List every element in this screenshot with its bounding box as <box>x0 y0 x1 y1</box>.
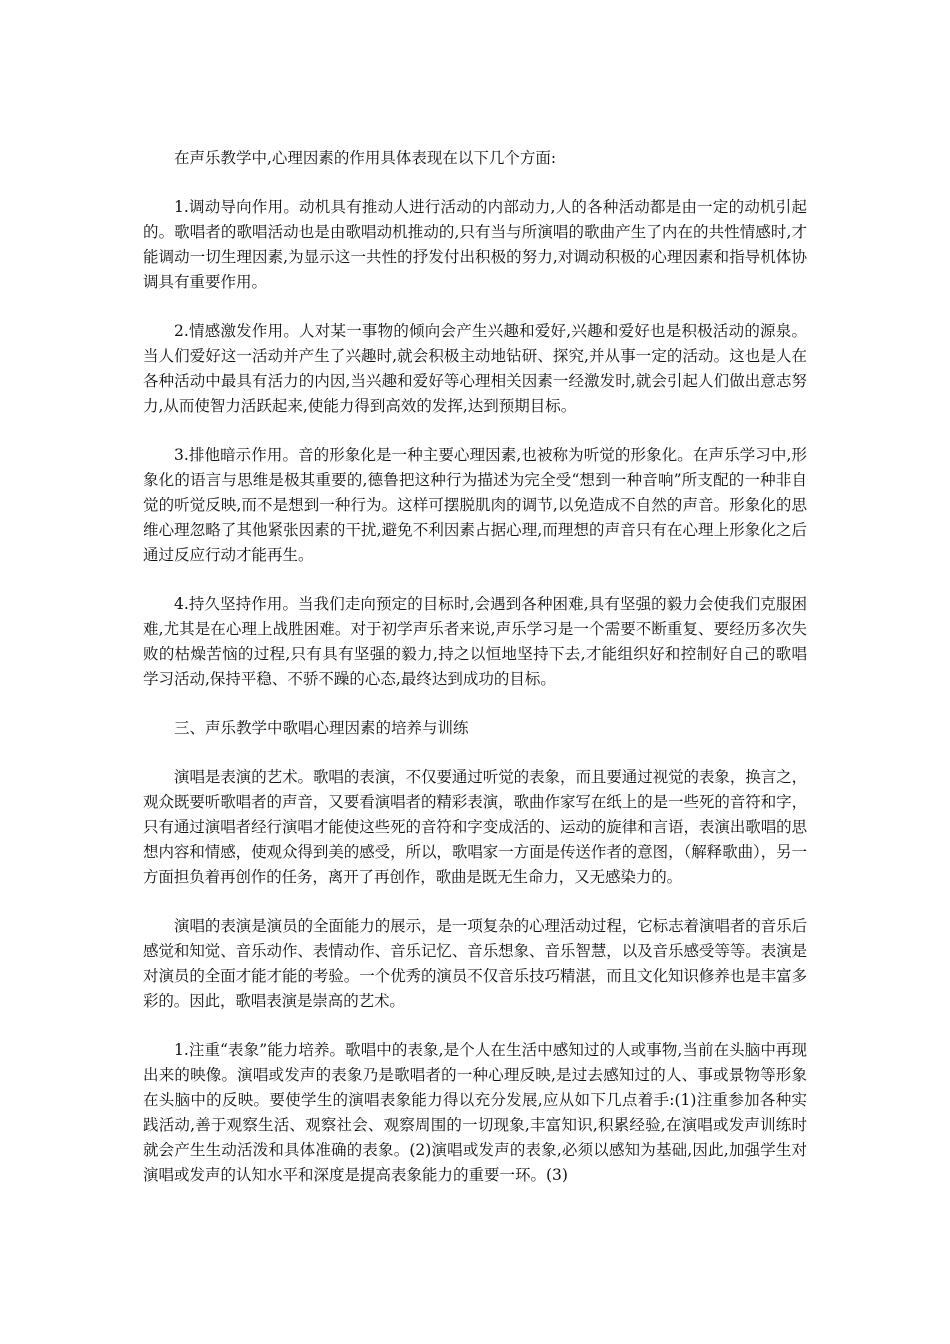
paragraph-performance-ability: 演唱的表演是演员的全面能力的展示，是一项复杂的心理活动过程，它标志着演唱者的音乐后感觉和知觉、音乐动作、表情动作、音乐记忆、音乐想象、音乐智慧，以及音乐感受等等。表演是对演员的全面才能才能的考验。一个优秀的演员不仅音乐技巧精湛，而且文化知识修养也是丰富多彩的。因此，歌唱表演是崇高的艺术。 <box>143 917 807 1010</box>
document-body <box>143 146 807 1212</box>
paragraph-imagery: 1.注重“表象”能力培养。歌唱中的表象,是个人在生活中感知过的人或事物,当前在头脑中再现出来的映像。演唱或发声的表象乃是歌唱者的一种心理反映,是过去感知过的人、事或景物等形象在头脑中的反映。要使学生的演唱表象能力得以充分发展,应从如下几点着手:(1)注重参加各种实践活动,善于观察生活、观察社会、观察周围的一切现象,丰富知识,积累经验,在演唱或发声训练时就会产生生动活泼和具体准确的表象。(2)演唱或发声的表象,必须以感知为基础,因此,加强学生对演唱或发声的认知水平和深度是提高表象能力的重要一环。(3) <box>143 1041 807 1184</box>
intro-paragraph: 在声乐教学中,心理因素的作用具体表现在以下几个方面: <box>174 149 557 167</box>
paragraph-motivation: 1.调动导向作用。动机具有推动人进行活动的内部动力,人的各种活动都是由一定的动机引起的。歌唱者的歌唱活动也是由歌唱动机推动的,只有当与所演唱的歌曲产生了内在的共性情感时,才能调动一切生理因素,为显示这一共性的抒发付出积极的努力,对调动积极的心理因素和指导机体协调具有重要作用。 <box>143 198 807 291</box>
paragraph-performance-art: 演唱是表演的艺术。歌唱的表演，不仅要通过听觉的表象，而且要通过视觉的表象，换言之，观众既要听歌唱者的声音，又要看演唱者的精彩表演，歌曲作家写在纸上的是一些死的音符和字，只有通过演唱者经行演唱才能使这些死的音符和字变成活的、运动的旋律和言语，表演出歌唱的思想内容和情感，使观众得到美的感受，所以，歌唱家一方面是传送作者的意图，（解释歌曲），另一方面担负着再创作的任务，离开了再创作，歌曲是既无生命力，又无感染力的。 <box>143 768 807 886</box>
paragraph-suggestion: 3.排他暗示作用。音的形象化是一种主要心理因素,也被称为听觉的形象化。在声乐学习中,形象化的语言与思维是极其重要的,德鲁把这种行为描述为完全受“想到一种音响”所支配的一种非自觉的听觉反映,而不是想到一种行为。这样可摆脱肌肉的调节,以免造成不自然的声音。形象化的思维心理忽略了其他紧张因素的干扰,避免不利因素占据心理,而理想的声音只有在心理上形象化之后通过反应行动才能再生。 <box>143 446 807 564</box>
section-heading: 三、声乐教学中歌唱心理因素的培养与训练 <box>174 719 469 737</box>
paragraph-emotion: 2.情感激发作用。人对某一事物的倾向会产生兴趣和爱好,兴趣和爱好也是积极活动的源泉。当人们爱好这一活动并产生了兴趣时,就会积极主动地钻研、探究,并从事一定的活动。这也是人在各种活动中最具有活力的内因,当兴趣和爱好等心理相关因素一经激发时,就会引起人们做出意志努力,从而使智力活跃起来,使能力得到高效的发挥,达到预期目标。 <box>143 322 807 415</box>
paragraph-persistence: 4.持久坚持作用。当我们走向预定的目标时,会遇到各种困难,具有坚强的毅力会使我们克服困难,尤其是在心理上战胜困难。对于初学声乐者来说,声乐学习是一个需要不断重复、要经历多次失败的枯燥苦恼的过程,只有具有坚强的毅力,持之以恒地坚持下去,才能组织好和控制好自己的歌唱学习活动,保持平稳、不骄不躁的心态,最终达到成功的目标。 <box>143 595 807 688</box>
